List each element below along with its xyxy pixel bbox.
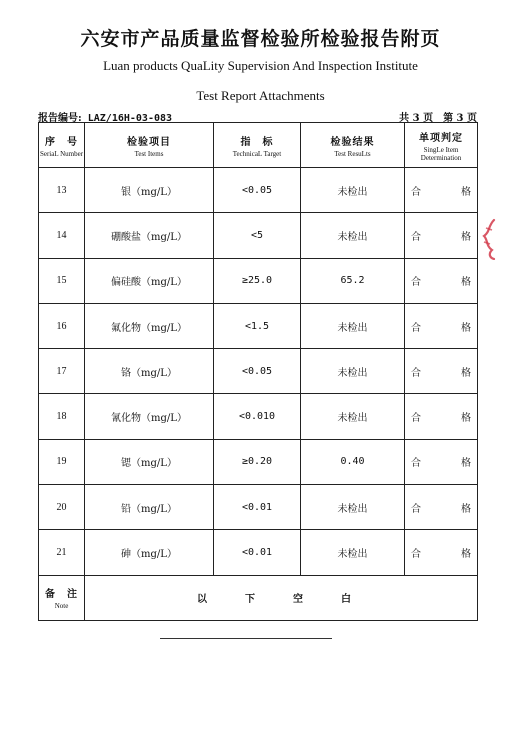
row-number: 20 (39, 485, 85, 530)
row-item: 砷（mg/L） (85, 530, 214, 575)
row-target: ≥25.0 (214, 258, 301, 303)
row-judgement: 合格 (405, 485, 478, 530)
row-target: <0.01 (214, 485, 301, 530)
table-header-row (39, 123, 478, 168)
page-count: 共 3 页 第 3 页 (399, 113, 477, 124)
table-row (39, 168, 478, 213)
col-header-result: 检验结果 Test ResuLts (301, 123, 405, 168)
table-row (39, 213, 478, 258)
row-target: <1.5 (214, 303, 301, 348)
table-row (39, 485, 478, 530)
report-number-value: LAZ/16H-03-083 (87, 113, 173, 124)
attachment-title: Test Report Attachments (196, 88, 325, 103)
row-number: 21 (39, 530, 85, 575)
row-item: 锶（mg/L） (85, 439, 214, 484)
signature-line (160, 638, 332, 639)
row-item: 铬（mg/L） (85, 349, 214, 394)
report-number-label: 报告编号: (38, 113, 82, 124)
note-label: 备 注 Note (39, 575, 85, 620)
row-number: 19 (39, 439, 85, 484)
row-target: <0.01 (214, 530, 301, 575)
row-item: 氰化物（mg/L） (85, 394, 214, 439)
row-item: 铅（mg/L） (85, 485, 214, 530)
row-result: 未检出 (301, 394, 405, 439)
row-target: ≥0.20 (214, 439, 301, 484)
row-item: 氟化物（mg/L） (85, 303, 214, 348)
row-result: 65.2 (301, 258, 405, 303)
row-result: 未检出 (301, 349, 405, 394)
table-row (39, 349, 478, 394)
row-result: 未检出 (301, 168, 405, 213)
row-item: 硼酸盐（mg/L） (85, 213, 214, 258)
col-header-target: 指 标 TechnicaL Target (214, 123, 301, 168)
row-target: <0.05 (214, 349, 301, 394)
col-header-item: 检验项目 Test Items (85, 123, 214, 168)
table-row (39, 303, 478, 348)
row-number: 14 (39, 213, 85, 258)
row-judgement: 合格 (405, 168, 478, 213)
table-row (39, 394, 478, 439)
row-target: <5 (214, 213, 301, 258)
row-judgement: 合格 (405, 439, 478, 484)
institute-name-en: Luan products QuaLity Supervision And Inspection Institute (103, 58, 418, 73)
col-header-judgement: 单项判定 SingLe Item Determination (405, 123, 478, 168)
row-judgement: 合格 (405, 349, 478, 394)
row-item: 偏硅酸（mg/L） (85, 258, 214, 303)
table-row (39, 258, 478, 303)
row-item: 银（mg/L） (85, 168, 214, 213)
row-judgement: 合格 (405, 303, 478, 348)
seal-stamp-fragment (480, 218, 498, 260)
row-target: <0.05 (214, 168, 301, 213)
table-row (39, 530, 478, 575)
row-number: 13 (39, 168, 85, 213)
row-result: 未检出 (301, 303, 405, 348)
test-results-table (38, 122, 478, 621)
note-row (39, 575, 478, 620)
col-header-number: 序 号 SeriaL Number (39, 123, 85, 168)
row-result: 未检出 (301, 213, 405, 258)
row-number: 15 (39, 258, 85, 303)
row-judgement: 合格 (405, 530, 478, 575)
row-result: 未检出 (301, 485, 405, 530)
row-number: 18 (39, 394, 85, 439)
row-judgement: 合格 (405, 213, 478, 258)
row-target: <0.010 (214, 394, 301, 439)
row-number: 17 (39, 349, 85, 394)
row-number: 16 (39, 303, 85, 348)
row-judgement: 合格 (405, 394, 478, 439)
table-row (39, 439, 478, 484)
note-value: 以 下 空 白 (85, 575, 478, 620)
row-judgement: 合格 (405, 258, 478, 303)
row-result: 0.40 (301, 439, 405, 484)
row-result: 未检出 (301, 530, 405, 575)
report-title: 六安市产品质量监督检验所检验报告附页 (80, 28, 441, 50)
